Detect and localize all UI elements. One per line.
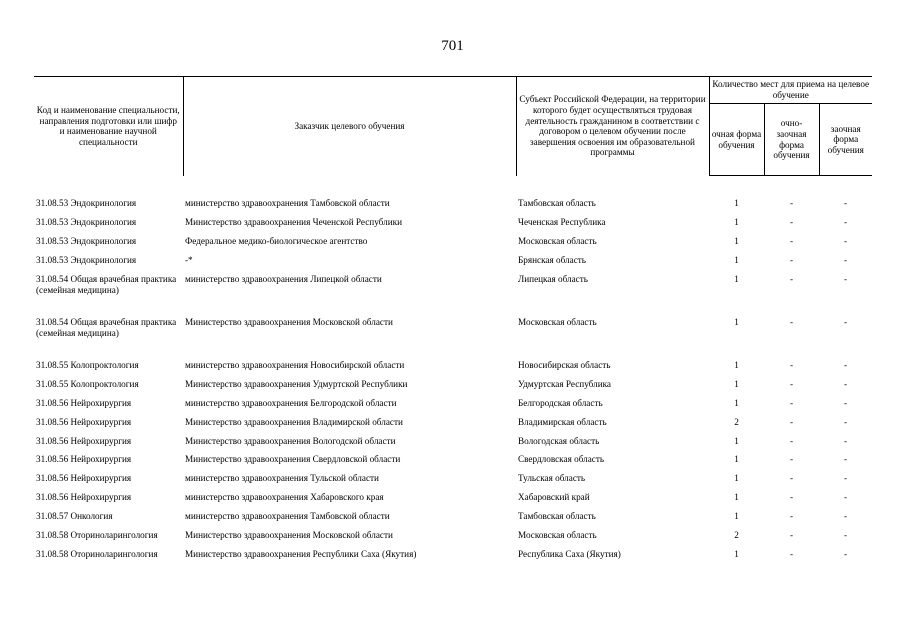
cell-subject: Московская область	[518, 529, 597, 540]
cell-subject: Липецкая область	[518, 273, 588, 284]
cell-subject: Тульская область	[518, 473, 586, 484]
cell-subject: Тамбовская область	[518, 511, 596, 522]
cell-extramural: -	[843, 548, 848, 559]
header-customer: Заказчик целевого обучения	[183, 77, 516, 176]
cell-customer: Министерство здравоохранения Удмуртской Республики	[185, 378, 408, 389]
cell-specialty: 31.08.53 Эндокринология	[36, 236, 137, 247]
cell-full-time: 1	[734, 548, 739, 559]
cell-specialty: 31.08.55 Колопроктология	[36, 359, 139, 370]
table-row	[34, 375, 872, 394]
cell-extramural: -	[843, 273, 848, 284]
cell-customer: министерство здравоохранения Тульской области	[185, 473, 379, 484]
cell-specialty: 31.08.58 Оториноларингология	[36, 548, 158, 559]
cell-subject: Свердловская область	[518, 454, 605, 465]
cell-customer: Министерство здравоохранения Свердловской области	[185, 454, 401, 465]
table-row	[34, 313, 872, 356]
cell-extramural: -	[843, 492, 848, 503]
cell-part-time: -	[789, 529, 794, 540]
cell-specialty: 31.08.54 Общая врачебная практика (семейная медицина)	[36, 273, 177, 295]
target-training-table	[34, 76, 872, 564]
cell-extramural: -	[843, 316, 848, 327]
cell-full-time: 1	[734, 378, 739, 389]
cell-customer: министерство здравоохранения Тамбовской области	[185, 198, 390, 209]
header-specialty: Код и наименование специальности, направления подготовки или шифр и наименование научной специальности	[34, 77, 183, 176]
cell-extramural: -	[843, 198, 848, 209]
table-row	[34, 270, 872, 313]
cell-customer: Министерство здравоохранения Республики Саха (Якутия)	[185, 548, 417, 559]
cell-extramural: -	[843, 529, 848, 540]
cell-extramural: -	[843, 435, 848, 446]
table-row	[34, 413, 872, 432]
cell-specialty: 31.08.58 Оториноларингология	[36, 529, 158, 540]
cell-subject: Московская область	[518, 236, 597, 247]
cell-part-time: -	[789, 378, 794, 389]
table-row	[34, 488, 872, 507]
cell-specialty: 31.08.56 Нейрохирургия	[36, 416, 132, 427]
table-row	[34, 394, 872, 413]
cell-full-time: 1	[734, 198, 739, 209]
cell-extramural: -	[843, 236, 848, 247]
cell-customer: Федеральное медико-биологическое агентство	[185, 236, 368, 247]
table-row	[34, 507, 872, 526]
cell-customer: Министерство здравоохранения Владимирской области	[185, 416, 403, 427]
cell-specialty: 31.08.55 Колопроктология	[36, 378, 139, 389]
cell-extramural: -	[843, 511, 848, 522]
table-row	[34, 450, 872, 469]
cell-full-time: 1	[734, 492, 739, 503]
cell-specialty: 31.08.53 Эндокринология	[36, 198, 137, 209]
cell-customer: Министерство здравоохранения Чеченской Республики	[185, 217, 403, 228]
cell-subject: Брянская область	[518, 255, 586, 266]
table-row	[34, 232, 872, 251]
cell-extramural: -	[843, 454, 848, 465]
cell-full-time: 1	[734, 454, 739, 465]
cell-specialty: 31.08.56 Нейрохирургия	[36, 435, 132, 446]
cell-customer: Министерство здравоохранения Московской области	[185, 316, 393, 327]
cell-part-time: -	[789, 273, 794, 284]
cell-full-time: 2	[734, 529, 739, 540]
table-row	[34, 545, 872, 564]
table-body	[34, 176, 872, 564]
cell-full-time: 1	[734, 511, 739, 522]
cell-part-time: -	[789, 548, 794, 559]
cell-part-time: -	[789, 435, 794, 446]
cell-subject: Тамбовская область	[518, 198, 596, 209]
cell-extramural: -	[843, 255, 848, 266]
cell-subject: Новосибирская область	[518, 359, 611, 370]
table-row	[34, 356, 872, 375]
cell-customer: Министерство здравоохранения Вологодской области	[185, 435, 396, 446]
cell-specialty: 31.08.54 Общая врачебная практика (семейная медицина)	[36, 316, 177, 338]
cell-specialty: 31.08.56 Нейрохирургия	[36, 397, 132, 408]
cell-part-time: -	[789, 236, 794, 247]
cell-extramural: -	[843, 473, 848, 484]
table-row	[34, 469, 872, 488]
header-part-time: очно-заочная форма обучения	[764, 104, 819, 176]
cell-customer: министерство здравоохранения Липецкой области	[185, 273, 382, 284]
cell-full-time: 1	[734, 435, 739, 446]
cell-full-time: 1	[734, 255, 739, 266]
cell-full-time: 1	[734, 397, 739, 408]
cell-part-time: -	[789, 217, 794, 228]
cell-customer: министерство здравоохранения Хабаровского края	[185, 492, 384, 503]
cell-part-time: -	[789, 416, 794, 427]
cell-customer: министерство здравоохранения Новосибирской области	[185, 359, 405, 370]
cell-subject: Республика Саха (Якутия)	[518, 548, 621, 559]
cell-extramural: -	[843, 359, 848, 370]
cell-subject: Белгородская область	[518, 397, 603, 408]
cell-extramural: -	[843, 378, 848, 389]
header-full-time: очная форма обучения	[709, 104, 764, 176]
cell-subject: Вологодская область	[518, 435, 600, 446]
cell-part-time: -	[789, 454, 794, 465]
cell-extramural: -	[843, 397, 848, 408]
cell-part-time: -	[789, 511, 794, 522]
cell-part-time: -	[789, 316, 794, 327]
table-row	[34, 213, 872, 232]
header-subject: Субъект Российской Федерации, на территории которого будет осуществляться трудовая деятельность гражданином в соответствии с договором о целевом обучении после завершения освоения им образовательной программы	[516, 77, 709, 176]
cell-subject: Владимирская область	[518, 416, 607, 427]
cell-extramural: -	[843, 217, 848, 228]
cell-part-time: -	[789, 492, 794, 503]
cell-specialty: 31.08.56 Нейрохирургия	[36, 492, 132, 503]
header-quantity: Количество мест для приема на целевое обучение	[709, 77, 872, 104]
cell-specialty: 31.08.53 Эндокринология	[36, 217, 137, 228]
cell-specialty: 31.08.56 Нейрохирургия	[36, 454, 132, 465]
cell-part-time: -	[789, 473, 794, 484]
cell-full-time: 1	[734, 236, 739, 247]
table-row	[34, 432, 872, 451]
table-row	[34, 526, 872, 545]
header-extramural: заочная форма обучения	[819, 104, 872, 176]
cell-specialty: 31.08.57 Онкология	[36, 511, 113, 522]
cell-subject: Чеченская Республика	[518, 217, 606, 228]
cell-full-time: 1	[734, 273, 739, 284]
cell-full-time: 2	[734, 416, 739, 427]
cell-specialty: 31.08.56 Нейрохирургия	[36, 473, 132, 484]
cell-subject: Московская область	[518, 316, 597, 327]
cell-part-time: -	[789, 198, 794, 209]
cell-customer: министерство здравоохранения Тамбовской области	[185, 511, 390, 522]
table-row	[34, 194, 872, 213]
cell-part-time: -	[789, 255, 794, 266]
cell-full-time: 1	[734, 316, 739, 327]
cell-full-time: 1	[734, 217, 739, 228]
cell-part-time: -	[789, 397, 794, 408]
cell-full-time: 1	[734, 359, 739, 370]
cell-customer: -*	[185, 255, 193, 266]
cell-full-time: 1	[734, 473, 739, 484]
cell-subject: Удмуртская Республика	[518, 378, 612, 389]
cell-extramural: -	[843, 416, 848, 427]
cell-customer: министерство здравоохранения Белгородской области	[185, 397, 397, 408]
cell-subject: Хабаровский край	[518, 492, 590, 503]
cell-part-time: -	[789, 359, 794, 370]
page-number: 701	[441, 38, 464, 54]
table-row	[34, 251, 872, 270]
cell-specialty: 31.08.53 Эндокринология	[36, 255, 137, 266]
cell-customer: Министерство здравоохранения Московской области	[185, 529, 393, 540]
